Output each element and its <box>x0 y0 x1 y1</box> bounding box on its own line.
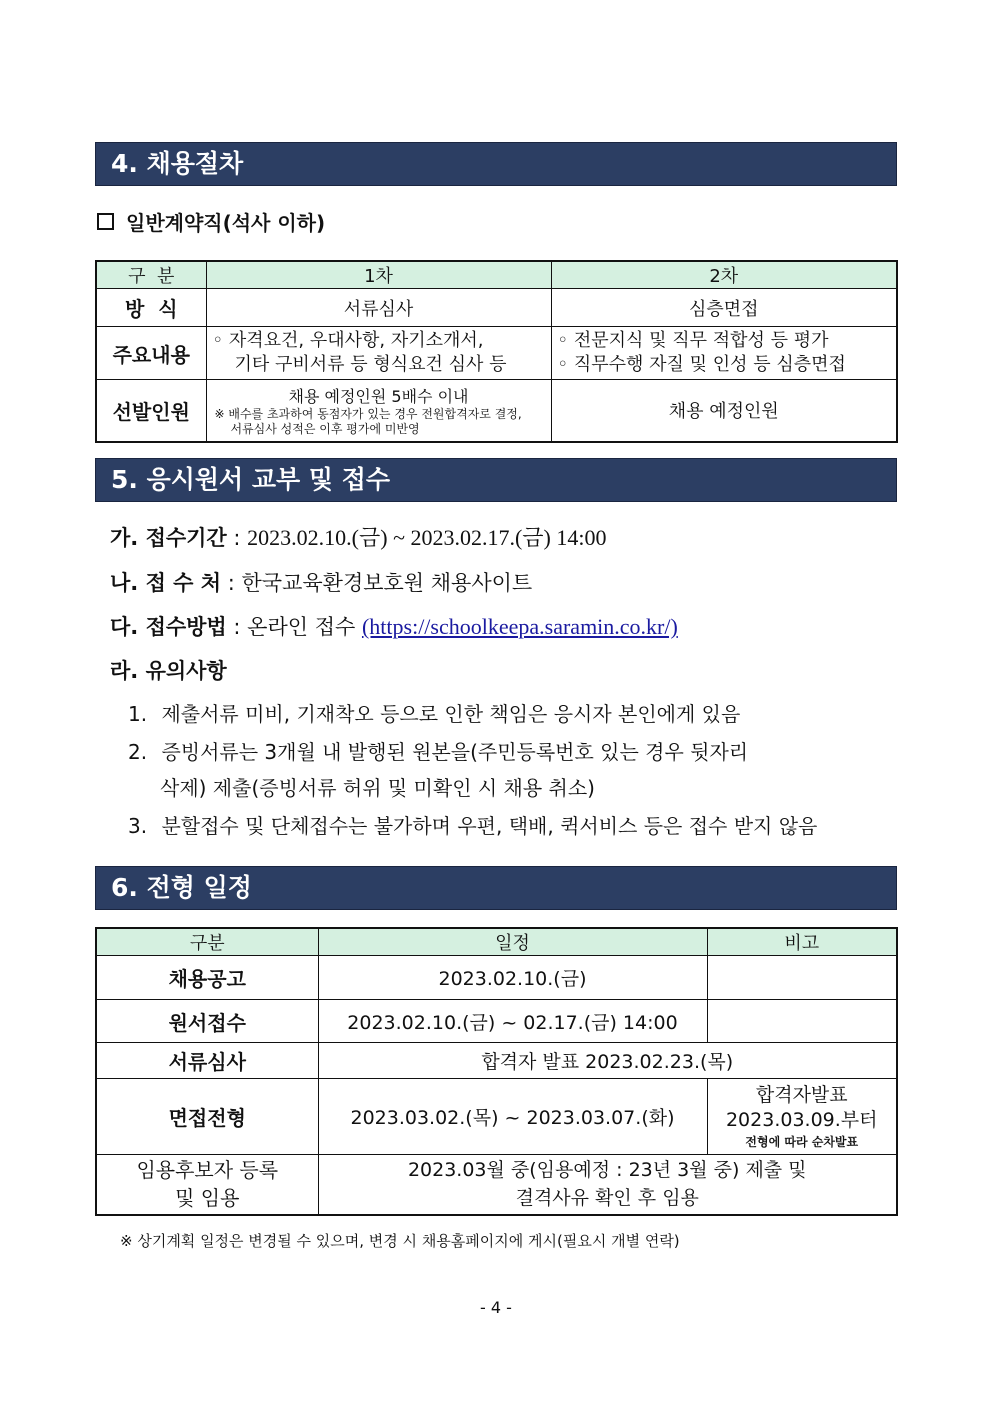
header-cell: 구 분 <box>96 261 206 289</box>
section-title: 5. 응시원서 교부 및 접수 <box>111 465 391 494</box>
table-row <box>96 1155 897 1215</box>
cell: 2023.02.10.(금) <box>318 956 707 1000</box>
table-row <box>96 1079 897 1155</box>
section-header-schedule <box>95 866 897 910</box>
header-cell: 비고 <box>707 928 897 956</box>
list-number: 3. <box>128 814 148 838</box>
row-label: 원서접수 <box>96 1000 318 1043</box>
cell-line: 합격자발표 <box>755 1083 848 1106</box>
cell-line: 2023.03.09.부터 <box>725 1108 878 1131</box>
row-label: 주요내용 <box>96 327 206 380</box>
section-header-application <box>95 458 897 502</box>
cell-note: ※ 배수를 초과하여 동점자가 있는 경우 전원합격자로 결정, <box>214 406 522 421</box>
cell <box>318 1155 897 1215</box>
application-period <box>110 521 607 552</box>
list-text: 삭제) 제출(증빙서류 허위 및 미확인 시 채용 취소) <box>160 776 595 800</box>
item-label: 나. 접 수 처 <box>110 571 222 595</box>
row-label <box>96 1155 318 1215</box>
subheading <box>97 207 325 236</box>
item-value: 2023.02.10.(금) ~ 2023.02.17.(금) 14:00 <box>247 525 607 550</box>
cell-line: 결격사유 확인 후 임용 <box>515 1187 699 1210</box>
list-text: 증빙서류는 3개월 내 발행된 원본을(주민등록번호 있는 경우 뒷자리 <box>161 740 749 764</box>
list-item <box>128 736 748 765</box>
header-cell: 일정 <box>318 928 707 956</box>
cell: 채용 예정인원 <box>551 380 897 442</box>
separator: : <box>233 526 248 550</box>
cell-line: 임용후보자 등록 <box>136 1158 279 1183</box>
cell <box>206 327 551 380</box>
item-label: 다. 접수방법 <box>110 615 227 639</box>
list-number: 1. <box>128 702 148 726</box>
header-cell: 구분 <box>96 928 318 956</box>
application-notes <box>110 655 227 685</box>
item-label: 라. 유의사항 <box>110 659 227 683</box>
row-label: 면접전형 <box>96 1079 318 1155</box>
cell-line: ◦ 전문지식 및 직무 적합성 등 평가 <box>557 330 829 351</box>
table-row <box>96 327 897 380</box>
row-label: 방 식 <box>96 289 206 327</box>
item-label: 가. 접수기간 <box>110 526 227 550</box>
item-value: 한국교육환경보호원 채용사이트 <box>241 571 533 595</box>
cell-line: ◦ 직무수행 자질 및 인성 등 심층면접 <box>557 354 846 375</box>
row-label: 서류심사 <box>96 1043 318 1079</box>
list-number: 2. <box>128 740 148 764</box>
table-row <box>96 956 897 1000</box>
cell <box>707 1079 897 1155</box>
list-item <box>128 810 817 839</box>
list-text: 제출서류 미비, 기재착오 등으로 인한 책임은 응시자 본인에게 있음 <box>161 702 741 726</box>
list-text: 분할접수 및 단체접수는 불가하며 우편, 택배, 퀵서비스 등은 접수 받지 않음 <box>161 814 818 838</box>
cell: 2023.02.10.(금) ~ 02.17.(금) 14:00 <box>318 1000 707 1043</box>
cell-tag: 전형에 따라 순차발표 <box>745 1134 859 1149</box>
section-title: 4. 채용절차 <box>111 149 244 178</box>
list-item <box>128 698 740 727</box>
checkbox-icon <box>97 213 114 230</box>
application-method <box>110 611 678 641</box>
cell <box>707 1000 897 1043</box>
row-label: 선발인원 <box>96 380 206 442</box>
cell: 합격자 발표 2023.02.23.(목) <box>318 1043 897 1079</box>
page-number: - 4 - <box>480 1298 512 1317</box>
cell <box>551 327 897 380</box>
table-row <box>96 289 897 327</box>
table-row <box>96 1043 897 1079</box>
cell: 서류심사 <box>206 289 551 327</box>
procedure-table <box>95 260 898 443</box>
cell-line: 2023.03월 중(임용예정 : 23년 3월 중) 제출 및 <box>407 1159 807 1182</box>
item-value: 온라인 접수 <box>247 615 356 639</box>
header-cell: 2차 <box>551 261 897 289</box>
row-label: 채용공고 <box>96 956 318 1000</box>
cell-line: 채용 예정인원 5배수 이내 <box>288 386 469 406</box>
separator: : <box>227 571 242 595</box>
section-title: 6. 전형 일정 <box>111 873 252 902</box>
table-row <box>96 1000 897 1043</box>
table-header-row <box>96 261 897 289</box>
cell <box>206 380 551 442</box>
table-row <box>96 380 897 442</box>
schedule-table <box>95 927 898 1216</box>
list-item-continuation <box>160 772 595 801</box>
application-place <box>110 567 532 597</box>
application-url-link[interactable]: (https://schoolkeepa.saramin.co.kr/) <box>361 614 678 639</box>
separator: : <box>233 615 248 639</box>
cell-line: 및 임용 <box>175 1186 240 1211</box>
cell-line: 기타 구비서류 등 형식요건 심사 등 <box>234 354 507 375</box>
cell-line: ◦ 자격요건, 우대사항, 자기소개서, <box>212 330 484 351</box>
header-cell: 1차 <box>206 261 551 289</box>
cell: 2023.03.02.(목) ~ 2023.03.07.(화) <box>318 1079 707 1155</box>
table-header-row <box>96 928 897 956</box>
cell-note: 서류심사 성적은 이후 평가에 미반영 <box>230 421 420 436</box>
section-header-procedure <box>95 142 897 186</box>
cell <box>707 956 897 1000</box>
subheading-text: 일반계약직(석사 이하) <box>126 211 326 235</box>
cell: 심층면접 <box>551 289 897 327</box>
footnote: ※ 상기계획 일정은 변경될 수 있으며, 변경 시 채용홈페이지에 게시(필요시 개별 연락) <box>120 1232 680 1250</box>
